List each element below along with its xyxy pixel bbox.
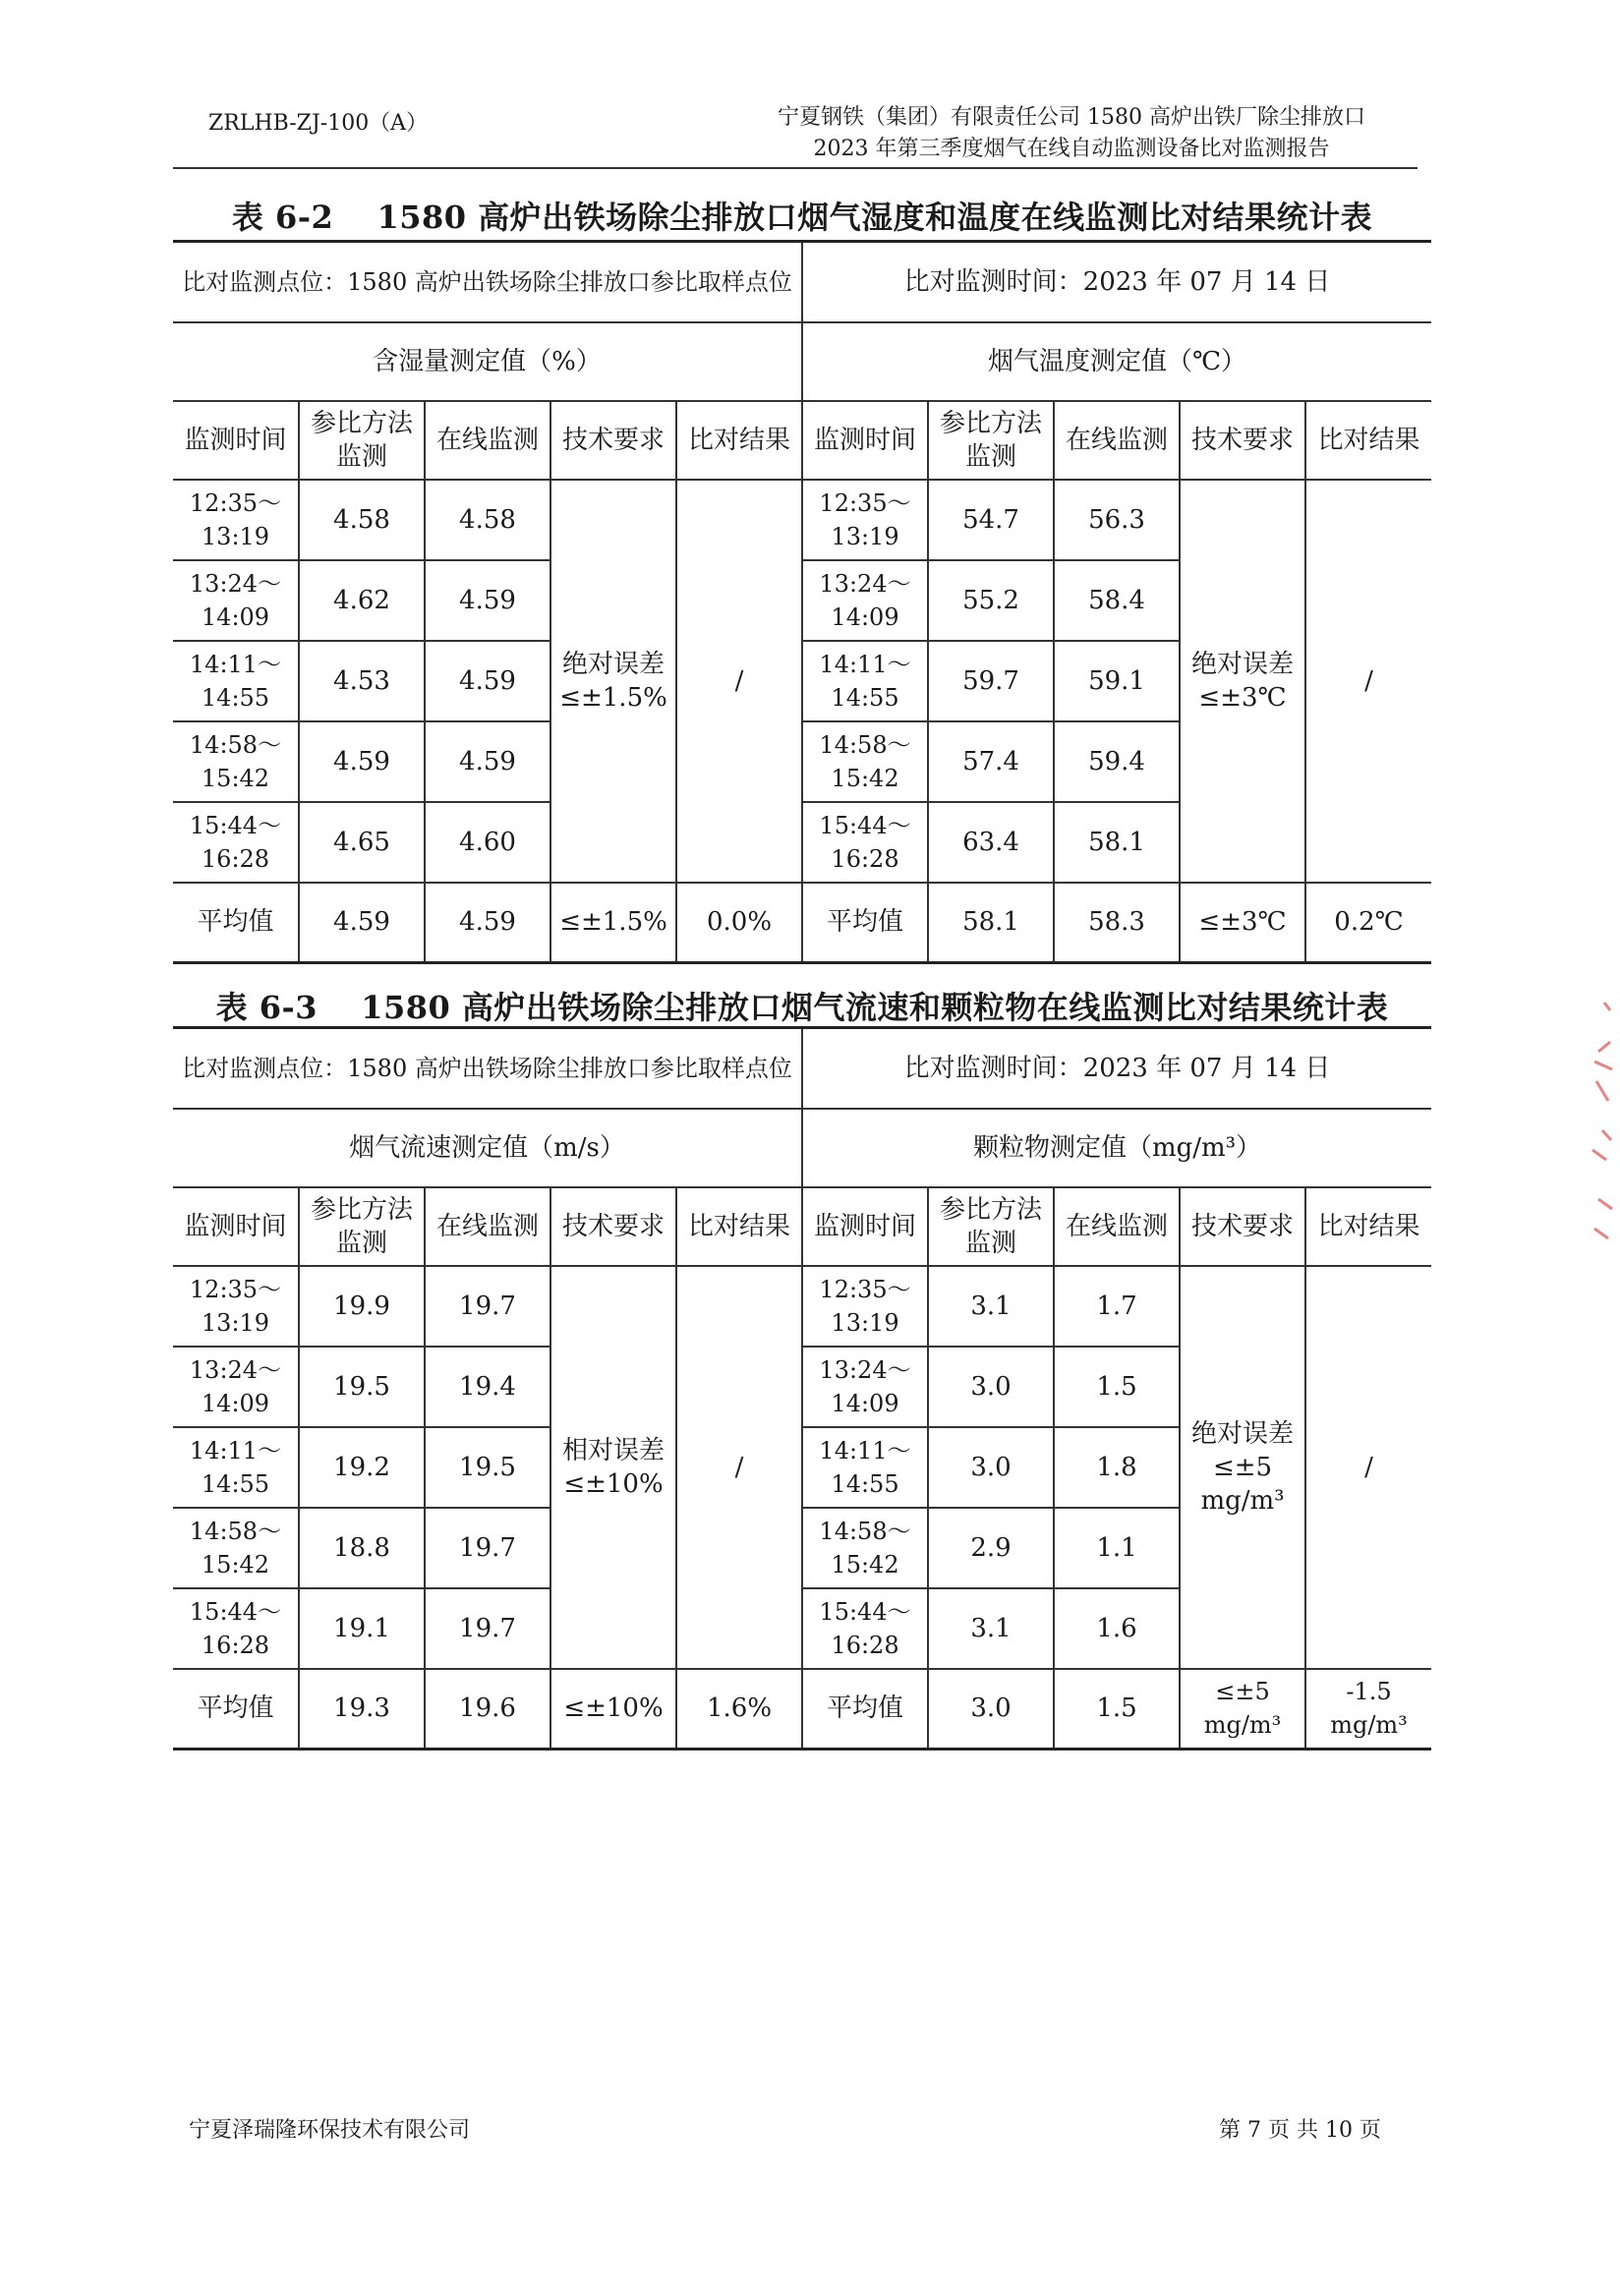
reference-value: 3.1: [928, 1266, 1054, 1347]
time-cell: 14:58～15:42: [802, 1508, 928, 1588]
reference-value: 2.9: [928, 1508, 1054, 1588]
average-label: 平均值: [173, 1669, 299, 1750]
average-label: 平均值: [802, 883, 928, 963]
average-requirement: ≤±3℃: [1180, 883, 1305, 963]
online-value: 4.58: [425, 480, 550, 560]
online-value: 59.4: [1054, 721, 1180, 802]
reference-value: 4.62: [299, 560, 425, 641]
particulate-result: /: [1305, 1266, 1431, 1669]
online-value: 19.4: [425, 1347, 550, 1427]
col-online: 在线监测: [1054, 401, 1180, 480]
col-time: 监测时间: [802, 401, 928, 480]
column-header-row: [173, 1187, 1431, 1266]
temperature-result: /: [1305, 480, 1431, 883]
average-result: -1.5 mg/m³: [1305, 1669, 1431, 1750]
reference-value: 18.8: [299, 1508, 425, 1588]
report-title-line1: 宁夏钢铁（集团）有限责任公司 1580 高炉出铁厂除尘排放口: [778, 105, 1365, 130]
report-title: [492, 102, 1620, 165]
reference-value: 4.65: [299, 802, 425, 883]
col-time: 监测时间: [173, 401, 299, 480]
average-reference: 4.59: [299, 883, 425, 963]
reference-value: 3.0: [928, 1347, 1054, 1427]
online-value: 4.60: [425, 802, 550, 883]
time-cell: 14:58～15:42: [173, 721, 299, 802]
col-result: 比对结果: [1305, 401, 1431, 480]
col-time: 监测时间: [802, 1187, 928, 1266]
reference-value: 54.7: [928, 480, 1054, 560]
average-online: 19.6: [425, 1669, 550, 1750]
online-value: 19.7: [425, 1266, 550, 1347]
col-result: 比对结果: [1305, 1187, 1431, 1266]
header-rule: [173, 167, 1418, 169]
page-number: 第 7 页 共 10 页: [1219, 2118, 1381, 2143]
average-label: 平均值: [173, 883, 299, 963]
online-value: 19.7: [425, 1508, 550, 1588]
time-cell: 15:44～16:28: [173, 1588, 299, 1669]
reference-value: 4.59: [299, 721, 425, 802]
online-value: 56.3: [1054, 480, 1180, 560]
reference-value: 55.2: [928, 560, 1054, 641]
reference-value: 3.0: [928, 1427, 1054, 1508]
average-row: [173, 1669, 1431, 1750]
online-value: 1.8: [1054, 1427, 1180, 1508]
online-value: 4.59: [425, 721, 550, 802]
table-6-3-caption: 表 6-3 1580 高炉出铁场除尘排放口烟气流速和颗粒物在线监测比对结果统计表: [215, 989, 1389, 1026]
col-reference: 参比方法监测: [299, 1187, 425, 1266]
col-requirement: 技术要求: [550, 401, 676, 480]
time-cell: 15:44～16:28: [173, 802, 299, 883]
col-result: 比对结果: [676, 1187, 802, 1266]
online-value: 4.59: [425, 641, 550, 721]
monitoring-point: 比对监测点位：1580 高炉出铁场除尘排放口参比取样点位: [173, 242, 802, 322]
online-value: 1.7: [1054, 1266, 1180, 1347]
reference-value: 3.1: [928, 1588, 1054, 1669]
time-cell: 12:35～13:19: [173, 480, 299, 560]
table-row: [173, 480, 1431, 560]
temperature-section-title: 烟气温度测定值（℃）: [802, 322, 1431, 401]
online-value: 58.1: [1054, 802, 1180, 883]
col-time: 监测时间: [173, 1187, 299, 1266]
col-reference: 参比方法监测: [928, 401, 1054, 480]
time-cell: 13:24～14:09: [173, 560, 299, 641]
reference-value: 57.4: [928, 721, 1054, 802]
col-reference: 参比方法监测: [928, 1187, 1054, 1266]
time-cell: 13:24～14:09: [802, 560, 928, 641]
col-online: 在线监测: [425, 1187, 550, 1266]
online-value: 4.59: [425, 560, 550, 641]
temperature-requirement: 绝对误差≤±3℃: [1180, 480, 1305, 883]
col-result: 比对结果: [676, 401, 802, 480]
average-requirement: ≤±10%: [550, 1669, 676, 1750]
time-cell: 12:35～13:19: [802, 480, 928, 560]
velocity-result: /: [676, 1266, 802, 1669]
average-online: 4.59: [425, 883, 550, 963]
reference-value: 19.2: [299, 1427, 425, 1508]
time-cell: 13:24～14:09: [802, 1347, 928, 1427]
reference-value: 19.9: [299, 1266, 425, 1347]
velocity-section-title: 烟气流速测定值（m/s）: [173, 1109, 802, 1187]
online-value: 1.1: [1054, 1508, 1180, 1588]
reference-value: 4.53: [299, 641, 425, 721]
particulate-requirement: 绝对误差≤±5 mg/m³: [1180, 1266, 1305, 1669]
table-6-2-caption: 表 6-2 1580 高炉出铁场除尘排放口烟气湿度和温度在线监测比对结果统计表: [231, 199, 1373, 236]
reference-value: 4.58: [299, 480, 425, 560]
average-requirement: ≤±5 mg/m³: [1180, 1669, 1305, 1750]
time-cell: 14:58～15:42: [173, 1508, 299, 1588]
velocity-requirement: 相对误差≤±10%: [550, 1266, 676, 1669]
time-cell: 12:35～13:19: [802, 1266, 928, 1347]
particulate-section-title: 颗粒物测定值（mg/m³）: [802, 1109, 1431, 1187]
average-result: 1.6%: [676, 1669, 802, 1750]
col-online: 在线监测: [1054, 1187, 1180, 1266]
reference-value: 63.4: [928, 802, 1054, 883]
table-6-3: [173, 1026, 1431, 1751]
reference-value: 59.7: [928, 641, 1054, 721]
time-cell: 14:58～15:42: [802, 721, 928, 802]
time-cell: 14:11～14:55: [802, 641, 928, 721]
monitoring-time: 比对监测时间：2023 年 07 月 14 日: [802, 1028, 1431, 1109]
average-reference: 3.0: [928, 1669, 1054, 1750]
doc-code: ZRLHB-ZJ-100（A）: [208, 111, 429, 136]
reference-value: 19.5: [299, 1347, 425, 1427]
reference-value: 19.1: [299, 1588, 425, 1669]
col-reference: 参比方法监测: [299, 401, 425, 480]
col-requirement: 技术要求: [1180, 1187, 1305, 1266]
online-value: 58.4: [1054, 560, 1180, 641]
average-row: [173, 883, 1431, 963]
moisture-section-title: 含湿量测定值（%）: [173, 322, 802, 401]
time-cell: 13:24～14:09: [173, 1347, 299, 1427]
time-cell: 15:44～16:28: [802, 1588, 928, 1669]
time-cell: 14:11～14:55: [173, 1427, 299, 1508]
table-6-2: [173, 240, 1431, 964]
time-cell: 15:44～16:28: [802, 802, 928, 883]
online-value: 19.7: [425, 1588, 550, 1669]
report-title-line2: 2023 年第三季度烟气在线自动监测设备比对监测报告: [813, 137, 1330, 161]
monitoring-time: 比对监测时间：2023 年 07 月 14 日: [802, 242, 1431, 322]
online-value: 1.5: [1054, 1347, 1180, 1427]
average-online: 1.5: [1054, 1669, 1180, 1750]
time-cell: 14:11～14:55: [802, 1427, 928, 1508]
col-online: 在线监测: [425, 401, 550, 480]
average-requirement: ≤±1.5%: [550, 883, 676, 963]
average-label: 平均值: [802, 1669, 928, 1750]
average-reference: 19.3: [299, 1669, 425, 1750]
average-reference: 58.1: [928, 883, 1054, 963]
time-cell: 14:11～14:55: [173, 641, 299, 721]
table-row: [173, 1266, 1431, 1347]
average-result: 0.2℃: [1305, 883, 1431, 963]
seal-stamp-edge: [1585, 993, 1614, 1258]
online-value: 19.5: [425, 1427, 550, 1508]
company-name: 宁夏泽瑞隆环保技术有限公司: [189, 2118, 471, 2143]
monitoring-point: 比对监测点位：1580 高炉出铁场除尘排放口参比取样点位: [173, 1028, 802, 1109]
column-header-row: [173, 401, 1431, 480]
time-cell: 12:35～13:19: [173, 1266, 299, 1347]
average-online: 58.3: [1054, 883, 1180, 963]
col-requirement: 技术要求: [550, 1187, 676, 1266]
average-result: 0.0%: [676, 883, 802, 963]
moisture-result: /: [676, 480, 802, 883]
online-value: 59.1: [1054, 641, 1180, 721]
col-requirement: 技术要求: [1180, 401, 1305, 480]
online-value: 1.6: [1054, 1588, 1180, 1669]
moisture-requirement: 绝对误差≤±1.5%: [550, 480, 676, 883]
